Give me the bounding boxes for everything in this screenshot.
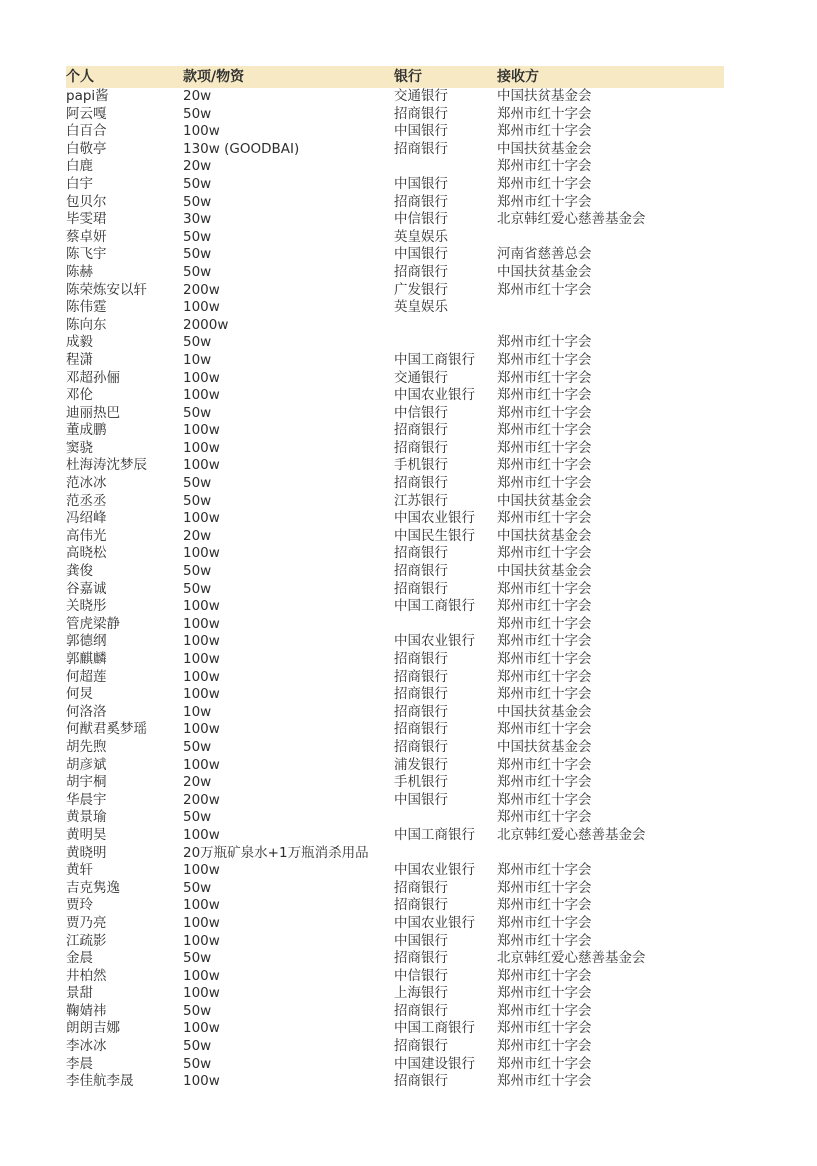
cell-receiver	[497, 299, 724, 317]
cell-amount: 10w	[183, 703, 212, 720]
cell-amount: 50w	[183, 950, 212, 967]
cell-bank: 招商银行	[394, 950, 448, 967]
cell-bank: 中国银行	[394, 246, 448, 263]
cell-receiver: 郑州市红十字会	[497, 932, 592, 949]
table-row	[66, 264, 724, 282]
cell-receiver: 郑州市红十字会	[497, 439, 592, 456]
cell-receiver: 郑州市红十字会	[497, 774, 592, 791]
table-row	[66, 405, 724, 423]
cell-bank	[394, 317, 497, 335]
cell-bank: 招商银行	[394, 263, 448, 280]
cell-person: 邓伦	[66, 387, 93, 404]
cell-amount: 100w	[183, 1073, 220, 1090]
cell-receiver: 郑州市红十字会	[497, 615, 592, 632]
cell-person: 关晓彤	[66, 598, 107, 615]
cell-receiver: 郑州市红十字会	[497, 545, 592, 562]
table-row	[66, 317, 724, 335]
cell-bank: 交通银行	[394, 369, 448, 386]
cell-person: 陈荣炼安以轩	[66, 281, 147, 298]
table-row	[66, 968, 724, 986]
cell-receiver: 郑州市红十字会	[497, 158, 592, 175]
cell-amount: 50w	[183, 879, 212, 896]
table-row	[66, 176, 724, 194]
cell-person: 贾乃亮	[66, 914, 107, 931]
table-row	[66, 158, 724, 176]
cell-person: 金晨	[66, 950, 93, 967]
cell-person: 邓超孙俪	[66, 369, 120, 386]
cell-person: 何猷君奚梦瑶	[66, 721, 147, 738]
cell-bank: 中国农业银行	[394, 387, 475, 404]
cell-amount: 100w	[183, 422, 220, 439]
cell-amount: 50w	[183, 492, 212, 509]
cell-bank: 招商银行	[394, 686, 448, 703]
cell-bank: 招商银行	[394, 1002, 448, 1019]
cell-person: 蔡卓妍	[66, 228, 107, 245]
cell-amount: 20万瓶矿泉水+1万瓶消杀用品	[183, 844, 369, 861]
cell-receiver: 郑州市红十字会	[497, 598, 592, 615]
cell-receiver: 郑州市红十字会	[497, 668, 592, 685]
cell-amount: 100w	[183, 897, 220, 914]
table-row	[66, 1003, 724, 1021]
cell-bank: 交通银行	[394, 88, 448, 104]
table-row	[66, 598, 724, 616]
table-row	[66, 334, 724, 352]
cell-person: 白敬亭	[66, 140, 107, 157]
cell-amount: 100w	[183, 826, 220, 843]
cell-person: 李冰冰	[66, 1038, 107, 1055]
cell-amount: 100w	[183, 299, 220, 316]
cell-receiver: 郑州市红十字会	[497, 1002, 592, 1019]
table-body	[66, 88, 724, 1091]
cell-bank: 中国工商银行	[394, 351, 475, 368]
cell-person: 何炅	[66, 686, 93, 703]
cell-amount: 50w	[183, 193, 212, 210]
cell-person: 陈飞宇	[66, 246, 107, 263]
table-row	[66, 440, 724, 458]
cell-person: 陈向东	[66, 316, 107, 333]
cell-bank: 中国工商银行	[394, 598, 475, 615]
cell-amount: 100w	[183, 510, 220, 527]
cell-receiver: 中国扶贫基金会	[497, 88, 592, 104]
cell-person: 贾玲	[66, 897, 93, 914]
table-row	[66, 827, 724, 845]
cell-amount: 100w	[183, 914, 220, 931]
cell-bank: 招商银行	[394, 879, 448, 896]
cell-person: 程潇	[66, 351, 93, 368]
cell-bank: 中国民生银行	[394, 527, 475, 544]
cell-bank: 招商银行	[394, 140, 448, 157]
cell-amount: 100w	[183, 686, 220, 703]
table-row	[66, 721, 724, 739]
cell-bank: 中信银行	[394, 211, 448, 228]
table-row	[66, 845, 724, 863]
cell-person: 江疏影	[66, 932, 107, 949]
cell-receiver: 郑州市红十字会	[497, 1055, 592, 1072]
cell-amount: 100w	[183, 721, 220, 738]
cell-amount: 100w	[183, 985, 220, 1002]
cell-amount: 50w	[183, 404, 212, 421]
cell-person: 郭德纲	[66, 633, 107, 650]
table-row	[66, 246, 724, 264]
cell-receiver: 郑州市红十字会	[497, 369, 592, 386]
cell-bank	[394, 616, 497, 634]
cell-receiver: 郑州市红十字会	[497, 510, 592, 527]
cell-person: papi酱	[66, 88, 109, 104]
table-row	[66, 704, 724, 722]
cell-bank: 招商银行	[394, 422, 448, 439]
cell-bank: 招商银行	[394, 1038, 448, 1055]
table-row	[66, 229, 724, 247]
table-row	[66, 194, 724, 212]
cell-bank: 中国农业银行	[394, 862, 475, 879]
cell-bank: 中国农业银行	[394, 914, 475, 931]
cell-person: 杜海涛沈梦辰	[66, 457, 147, 474]
table-row	[66, 211, 724, 229]
cell-amount: 50w	[183, 334, 212, 351]
cell-bank: 上海银行	[394, 985, 448, 1002]
cell-person: 何洛洛	[66, 703, 107, 720]
table-row	[66, 809, 724, 827]
table-row	[66, 1056, 724, 1074]
cell-person: 何超莲	[66, 668, 107, 685]
cell-receiver: 中国扶贫基金会	[497, 527, 592, 544]
cell-receiver: 郑州市红十字会	[497, 281, 592, 298]
cell-amount: 100w	[183, 668, 220, 685]
cell-person: 陈赫	[66, 263, 93, 280]
cell-amount: 50w	[183, 580, 212, 597]
cell-receiver: 郑州市红十字会	[497, 862, 592, 879]
table-row	[66, 1073, 724, 1091]
cell-bank: 招商银行	[394, 580, 448, 597]
cell-person: 陈伟霆	[66, 299, 107, 316]
cell-amount: 100w	[183, 967, 220, 984]
cell-bank: 招商银行	[394, 105, 448, 122]
cell-bank: 中国银行	[394, 123, 448, 140]
cell-bank: 中国工商银行	[394, 1020, 475, 1037]
cell-amount: 10w	[183, 351, 212, 368]
cell-amount: 50w	[183, 738, 212, 755]
cell-amount: 50w	[183, 105, 212, 122]
cell-person: 郭麒麟	[66, 651, 107, 667]
cell-receiver: 郑州市红十字会	[497, 457, 592, 474]
cell-person: 胡彦斌	[66, 756, 107, 773]
cell-bank: 中国建设银行	[394, 1055, 475, 1072]
cell-receiver: 郑州市红十字会	[497, 756, 592, 773]
table-row	[66, 774, 724, 792]
cell-receiver: 中国扶贫基金会	[497, 703, 592, 720]
table-row	[66, 282, 724, 300]
cell-receiver: 北京韩红爱心慈善基金会	[497, 826, 646, 843]
cell-person: 范冰冰	[66, 475, 107, 492]
cell-person: 冯绍峰	[66, 510, 107, 527]
cell-receiver: 中国扶贫基金会	[497, 738, 592, 755]
cell-person: 高晓松	[66, 545, 107, 562]
cell-amount: 100w	[183, 598, 220, 615]
cell-person: 毕雯珺	[66, 211, 107, 228]
cell-amount: 100w	[183, 387, 220, 404]
cell-receiver: 郑州市红十字会	[497, 580, 592, 597]
cell-bank	[394, 334, 497, 352]
cell-bank: 招商银行	[394, 563, 448, 580]
cell-bank: 招商银行	[394, 721, 448, 738]
cell-person: 包贝尔	[66, 193, 107, 210]
cell-receiver: 郑州市红十字会	[497, 1073, 592, 1090]
table-row	[66, 493, 724, 511]
cell-amount: 100w	[183, 932, 220, 949]
col-header-amount: 款项/物资	[183, 66, 394, 88]
cell-person: 鞠婧祎	[66, 1002, 107, 1019]
cell-amount: 130w (GOODBAI)	[183, 140, 300, 157]
table-row	[66, 545, 724, 563]
cell-amount: 20w	[183, 88, 212, 104]
cell-receiver: 郑州市红十字会	[497, 967, 592, 984]
cell-amount: 2000w	[183, 316, 229, 333]
cell-receiver: 郑州市红十字会	[497, 1020, 592, 1037]
cell-receiver: 郑州市红十字会	[497, 334, 592, 351]
table-row	[66, 933, 724, 951]
cell-person: 阿云嘎	[66, 105, 107, 122]
cell-person: 吉克隽逸	[66, 879, 120, 896]
donation-sheet	[66, 66, 724, 1091]
table-row	[66, 686, 724, 704]
cell-amount: 30w	[183, 211, 212, 228]
cell-receiver: 郑州市红十字会	[497, 791, 592, 808]
cell-amount: 100w	[183, 439, 220, 456]
table-row	[66, 651, 724, 669]
cell-person: 范丞丞	[66, 492, 107, 509]
cell-bank: 浦发银行	[394, 756, 448, 773]
cell-bank: 招商银行	[394, 439, 448, 456]
cell-amount: 50w	[183, 228, 212, 245]
cell-person: 景甜	[66, 985, 93, 1002]
cell-amount: 200w	[183, 791, 220, 808]
cell-receiver: 中国扶贫基金会	[497, 140, 592, 157]
table-row	[66, 1038, 724, 1056]
table-row	[66, 757, 724, 775]
cell-person: 井柏然	[66, 967, 107, 984]
cell-bank: 广发银行	[394, 281, 448, 298]
cell-bank: 中信银行	[394, 967, 448, 984]
cell-amount: 50w	[183, 809, 212, 826]
table-row	[66, 88, 724, 106]
cell-amount: 50w	[183, 263, 212, 280]
cell-amount: 100w	[183, 756, 220, 773]
table-row	[66, 106, 724, 124]
cell-receiver: 郑州市红十字会	[497, 404, 592, 421]
cell-person: 胡宇桐	[66, 774, 107, 791]
cell-person: 白百合	[66, 123, 107, 140]
cell-amount: 50w	[183, 563, 212, 580]
cell-receiver: 中国扶贫基金会	[497, 563, 592, 580]
donation-table	[66, 66, 724, 1091]
cell-bank: 英皇娱乐	[394, 299, 448, 316]
cell-receiver: 郑州市红十字会	[497, 633, 592, 650]
cell-receiver: 中国扶贫基金会	[497, 263, 592, 280]
table-row	[66, 581, 724, 599]
cell-amount: 50w	[183, 246, 212, 263]
cell-amount: 100w	[183, 369, 220, 386]
cell-person: 黄轩	[66, 862, 93, 879]
table-row	[66, 299, 724, 317]
cell-receiver: 郑州市红十字会	[497, 686, 592, 703]
cell-person: 龚俊	[66, 563, 93, 580]
table-row	[66, 739, 724, 757]
cell-amount: 20w	[183, 527, 212, 544]
cell-bank: 招商银行	[394, 897, 448, 914]
cell-amount: 100w	[183, 862, 220, 879]
cell-receiver	[497, 229, 724, 247]
cell-receiver: 郑州市红十字会	[497, 651, 592, 667]
cell-receiver: 郑州市红十字会	[497, 809, 592, 826]
cell-bank: 招商银行	[394, 668, 448, 685]
table-row	[66, 950, 724, 968]
cell-bank: 手机银行	[394, 457, 448, 474]
cell-amount: 100w	[183, 1020, 220, 1037]
cell-bank: 招商银行	[394, 193, 448, 210]
cell-person: 李晨	[66, 1055, 93, 1072]
cell-person: 白宇	[66, 175, 93, 192]
table-row	[66, 510, 724, 528]
table-row	[66, 422, 724, 440]
cell-receiver: 郑州市红十字会	[497, 123, 592, 140]
cell-receiver: 郑州市红十字会	[497, 422, 592, 439]
cell-receiver	[497, 845, 724, 863]
cell-person: 窦骁	[66, 439, 93, 456]
table-row	[66, 616, 724, 634]
cell-person: 李佳航李晟	[66, 1073, 134, 1090]
cell-receiver: 北京韩红爱心慈善基金会	[497, 950, 646, 967]
cell-bank: 江苏银行	[394, 492, 448, 509]
cell-receiver	[497, 317, 724, 335]
cell-receiver: 郑州市红十字会	[497, 387, 592, 404]
cell-bank: 英皇娱乐	[394, 228, 448, 245]
cell-bank: 中国农业银行	[394, 510, 475, 527]
table-row	[66, 862, 724, 880]
cell-bank: 中国工商银行	[394, 826, 475, 843]
cell-receiver: 郑州市红十字会	[497, 193, 592, 210]
cell-amount: 20w	[183, 158, 212, 175]
col-header-bank: 银行	[394, 66, 497, 88]
cell-amount: 50w	[183, 1002, 212, 1019]
col-header-receiver: 接收方	[497, 66, 724, 88]
cell-amount: 100w	[183, 615, 220, 632]
cell-bank: 中国银行	[394, 932, 448, 949]
cell-receiver: 郑州市红十字会	[497, 985, 592, 1002]
cell-amount: 200w	[183, 281, 220, 298]
cell-person: 迪丽热巴	[66, 404, 120, 421]
table-row	[66, 792, 724, 810]
cell-receiver: 郑州市红十字会	[497, 897, 592, 914]
cell-person: 华晨宇	[66, 791, 107, 808]
table-row	[66, 985, 724, 1003]
table-row	[66, 370, 724, 388]
cell-bank: 招商银行	[394, 703, 448, 720]
cell-person: 高伟光	[66, 527, 107, 544]
cell-receiver: 郑州市红十字会	[497, 914, 592, 931]
cell-person: 黄晓明	[66, 844, 107, 861]
table-row	[66, 475, 724, 493]
cell-amount: 50w	[183, 1038, 212, 1055]
cell-bank: 招商银行	[394, 545, 448, 562]
cell-amount: 50w	[183, 1055, 212, 1072]
cell-amount: 20w	[183, 774, 212, 791]
cell-receiver: 河南省慈善总会	[497, 246, 592, 263]
cell-amount: 100w	[183, 545, 220, 562]
cell-receiver: 北京韩红爱心慈善基金会	[497, 211, 646, 228]
cell-bank	[394, 845, 497, 863]
cell-person: 黄景瑜	[66, 809, 107, 826]
table-row	[66, 352, 724, 370]
cell-person: 胡先煦	[66, 738, 107, 755]
table-row	[66, 387, 724, 405]
cell-amount: 100w	[183, 123, 220, 140]
cell-bank: 招商银行	[394, 1073, 448, 1090]
cell-person: 董成鹏	[66, 422, 107, 439]
table-row	[66, 457, 724, 475]
cell-person: 黄明昊	[66, 826, 107, 843]
cell-amount: 100w	[183, 633, 220, 650]
cell-person: 朗朗吉娜	[66, 1020, 120, 1037]
cell-bank: 招商银行	[394, 738, 448, 755]
cell-bank: 招商银行	[394, 651, 448, 667]
cell-receiver: 郑州市红十字会	[497, 175, 592, 192]
cell-receiver: 中国扶贫基金会	[497, 492, 592, 509]
cell-receiver: 郑州市红十字会	[497, 105, 592, 122]
table-row	[66, 123, 724, 141]
cell-bank: 招商银行	[394, 475, 448, 492]
cell-receiver: 郑州市红十字会	[497, 475, 592, 492]
cell-amount: 100w	[183, 651, 220, 667]
table-row	[66, 669, 724, 687]
cell-person: 白鹿	[66, 158, 93, 175]
cell-receiver: 郑州市红十字会	[497, 1038, 592, 1055]
cell-receiver: 郑州市红十字会	[497, 721, 592, 738]
table-row	[66, 563, 724, 581]
table-row	[66, 633, 724, 651]
table-row	[66, 141, 724, 159]
cell-bank: 手机银行	[394, 774, 448, 791]
cell-person: 成毅	[66, 334, 93, 351]
cell-amount: 100w	[183, 457, 220, 474]
cell-receiver: 郑州市红十字会	[497, 351, 592, 368]
cell-bank	[394, 809, 497, 827]
table-row	[66, 880, 724, 898]
cell-bank	[394, 158, 497, 176]
table-row	[66, 1020, 724, 1038]
cell-bank: 中国银行	[394, 175, 448, 192]
cell-amount: 50w	[183, 175, 212, 192]
cell-bank: 中国银行	[394, 791, 448, 808]
table-row	[66, 528, 724, 546]
cell-bank: 中国农业银行	[394, 633, 475, 650]
cell-person: 管虎梁静	[66, 615, 120, 632]
cell-person: 谷嘉诚	[66, 580, 107, 597]
table-row	[66, 915, 724, 933]
cell-receiver: 郑州市红十字会	[497, 879, 592, 896]
header-row	[66, 66, 724, 88]
table-row	[66, 897, 724, 915]
cell-bank: 中信银行	[394, 404, 448, 421]
col-header-person: 个人	[66, 66, 183, 88]
cell-amount: 50w	[183, 475, 212, 492]
